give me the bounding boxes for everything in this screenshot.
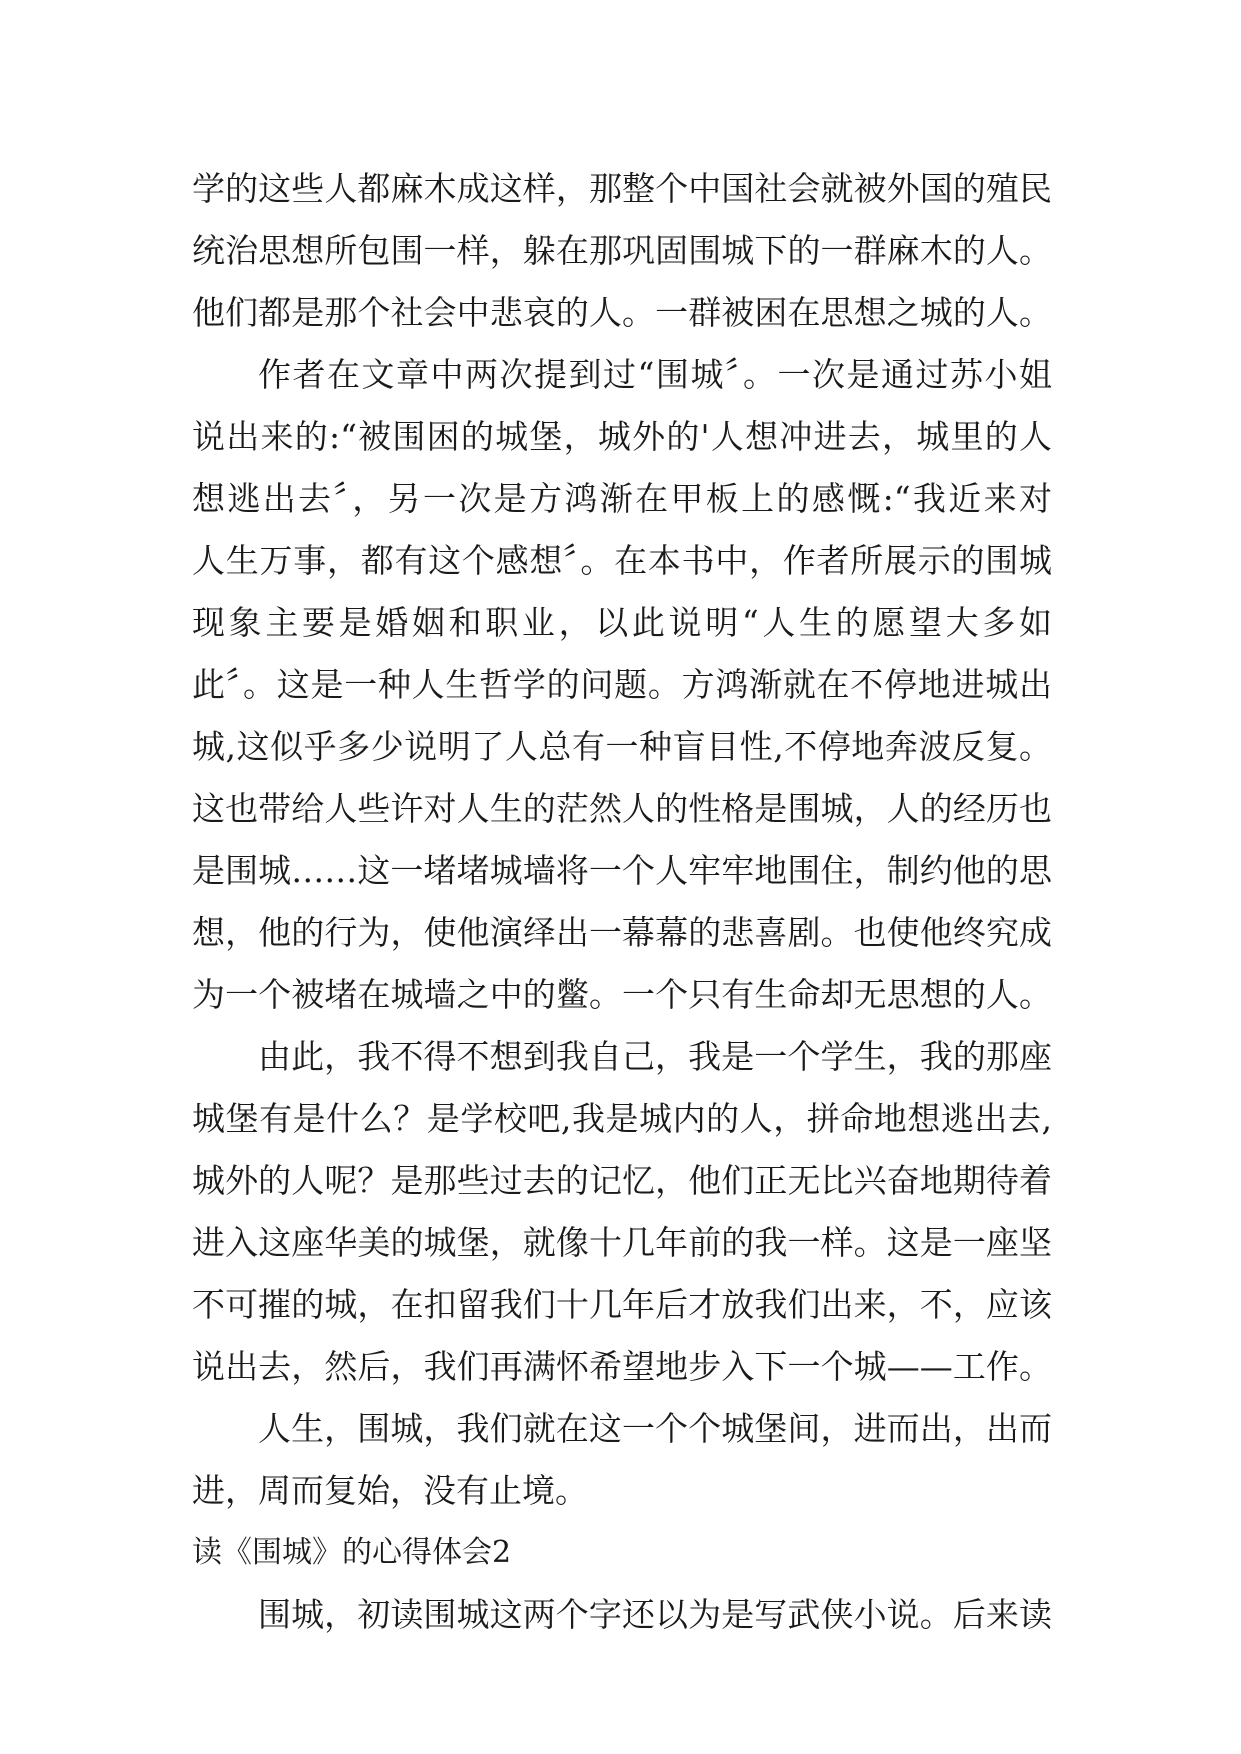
- paragraph-2: [192, 344, 1052, 1026]
- paragraph-4: [192, 1398, 1052, 1522]
- text-line: 进入这座华美的城堡，就像十几年前的我一样。这是一座坚: [192, 1223, 1052, 1262]
- text-line: 学的这些人都麻木成这样，那整个中国社会就被外国的殖民: [192, 169, 1052, 208]
- text-line: 城堡有是什么？是学校吧,我是城内的人，拼命地想逃出去,: [192, 1099, 1052, 1138]
- text-line: 围城，初读围城这两个字还以为是写武侠小说。后来读: [258, 1595, 1052, 1634]
- text-line: 他们都是那个社会中悲哀的人。一群被困在思想之城的人。: [192, 293, 1052, 332]
- text-line: 说出来的:“被围困的城堡，城外的'人想冲进去，城里的人: [192, 417, 1052, 456]
- text-line: 城外的人呢？是那些过去的记忆，他们正无比兴奋地期待着: [192, 1161, 1052, 1200]
- paragraph-5: [192, 1584, 1052, 1646]
- text-line: 城,这似乎多少说明了人总有一种盲目性,不停地奔波反复。: [192, 727, 1052, 766]
- text-line: 说出去，然后，我们再满怀希望地步入下一个城——工作。: [192, 1347, 1052, 1386]
- text-line: 这也带给人些许对人生的茫然人的性格是围城，人的经历也: [192, 789, 1052, 828]
- text-line: 统治思想所包围一样，躲在那巩固围城下的一群麻木的人。: [192, 231, 1052, 270]
- paragraph-3: [192, 1026, 1052, 1398]
- text-line: 人生万事，都有这个感想〞。在本书中，作者所展示的围城: [192, 541, 1052, 580]
- text-line: 进，周而复始，没有止境。: [192, 1471, 588, 1510]
- text-line: 此〞。这是一种人生哲学的问题。方鸿渐就在不停地进城出: [192, 665, 1052, 704]
- text-line: 想逃出去〞，另一次是方鸿渐在甲板上的感慨:“我近来对: [192, 479, 1052, 518]
- text-line: 想，他的行为，使他演绎出一幕幕的悲喜剧。也使他终究成: [192, 913, 1052, 952]
- text-line: 为一个被堵在城墙之中的鳖。一个只有生命却无思想的人。: [192, 975, 1052, 1014]
- section-heading: 读《围城》的心得体会2: [192, 1535, 512, 1570]
- paragraph-1: [192, 158, 1052, 344]
- text-line: 是围城……这一堵堵城墙将一个人牢牢地围住，制约他的思: [192, 851, 1052, 890]
- text-line: 作者在文章中两次提到过“围城〞。一次是通过苏小姐: [258, 355, 1052, 394]
- text-line: 由此，我不得不想到我自己，我是一个学生，我的那座: [258, 1037, 1052, 1076]
- text-line: 现象主要是婚姻和职业，以此说明“人生的愿望大多如: [192, 603, 1052, 642]
- document-page: [192, 158, 1052, 1646]
- text-line: 人生，围城，我们就在这一个个城堡间，进而出，出而: [258, 1409, 1052, 1448]
- text-line: 不可摧的城，在扣留我们十几年后才放我们出来，不，应该: [192, 1285, 1052, 1324]
